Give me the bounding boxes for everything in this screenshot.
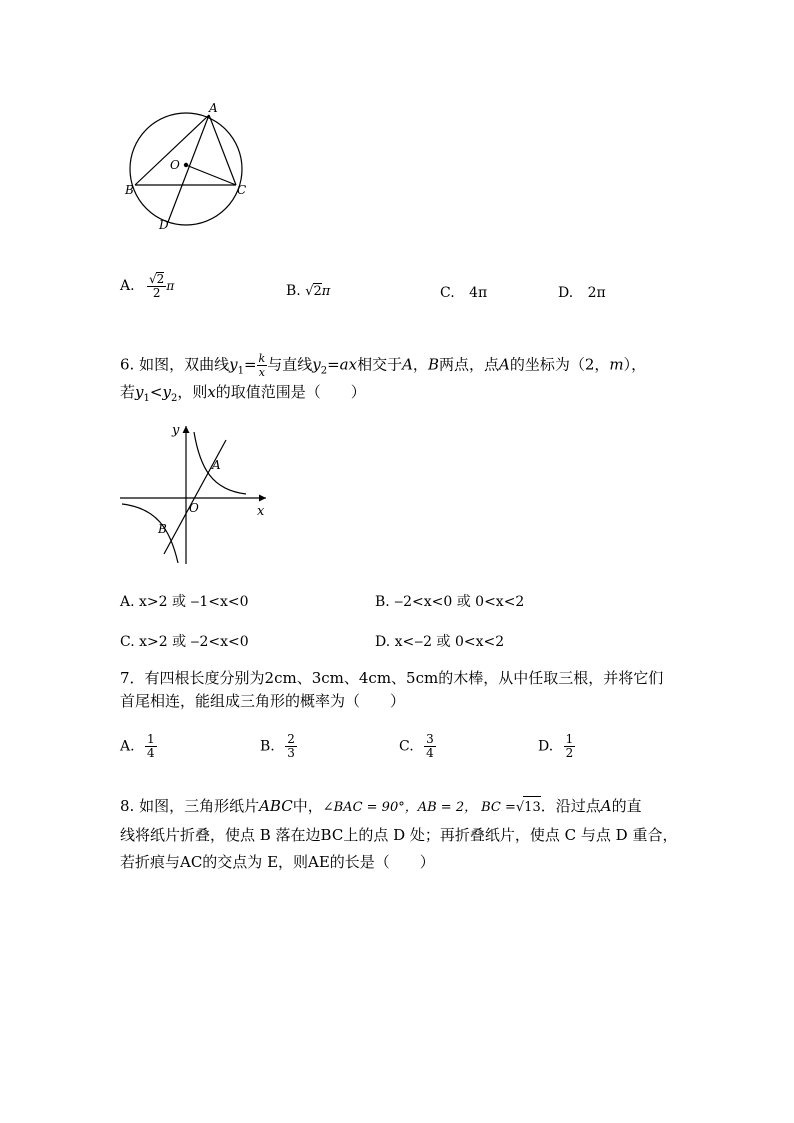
hyperbola-line-figure: [116, 418, 276, 568]
circle-outline: [130, 113, 242, 225]
q6-option-d: D. x<‒2 或 0<x<2: [375, 634, 505, 650]
q6-line-2: 若$y_1<y_2$，则x的取值范围是（ ）: [120, 383, 366, 404]
q5-option-a: A. $\frac{√2}{2}$ π: [120, 272, 175, 300]
label-c: C: [237, 183, 247, 197]
q5-option-d: D. 2π: [558, 285, 606, 301]
q7-option-a: A. $\frac{1}{4}$: [120, 732, 155, 760]
segment-ac: [209, 115, 236, 185]
label-o: O: [189, 501, 199, 515]
label-d: D: [159, 218, 169, 232]
label-b: B: [125, 183, 134, 197]
label-y: y: [172, 423, 180, 438]
label-o: O: [170, 158, 180, 172]
q6-option-b: B. ‒2<x<0 或 0<x<2: [375, 594, 525, 610]
q7-line-1: 7．有四根长度分别为2cm、3cm、4cm、5cm的木棒，从中任取三根，并将它们: [120, 669, 664, 687]
segment-ab: [135, 115, 209, 185]
q6-line-1: 6. 如图，双曲线$y_1=$ $\frac{k}{x}$ 与直线$y_2=ax$相交于A，B两点，点A的坐标为（2，m），: [120, 352, 647, 379]
q5-option-b: B. √2π: [286, 283, 331, 299]
label-b: B: [158, 522, 167, 536]
q8-line-1: 8. 如图，三角形纸片ABC中，∠BAC = 90°，AB = 2， BC =√13．沿过点A的直: [120, 795, 642, 819]
q5-option-c: C. 4π: [440, 285, 488, 301]
q6-option-c: C. x>2 或 ‒2<x<0: [120, 634, 249, 650]
q6-option-a: A. x>2 或 ‒1<x<0: [120, 594, 249, 610]
label-a: A: [209, 101, 218, 115]
hyperbola-branch-2: [122, 504, 178, 563]
center-point: [184, 163, 188, 167]
q7-option-d: D. $\frac{1}{2}$: [538, 732, 574, 760]
q8-line-3: 若折痕与AC的交点为 E，则AE的长是（ ）: [120, 853, 435, 871]
q7-option-b: B. $\frac{2}{3}$: [260, 732, 295, 760]
q8-line-2: 线将纸片折叠，使点 B 落在边BC上的点 D 处；再折叠纸片，使点 C 与点 D 重合，: [120, 826, 678, 844]
q7-line-2: 首尾相连，能组成三角形的概率为（ ）: [120, 692, 406, 710]
label-x: x: [257, 504, 265, 519]
label-a: A: [212, 458, 221, 472]
segment-oc: [186, 165, 236, 185]
circle-triangle-figure: [118, 98, 258, 238]
q7-option-c: C. $\frac{3}{4}$: [399, 732, 434, 760]
